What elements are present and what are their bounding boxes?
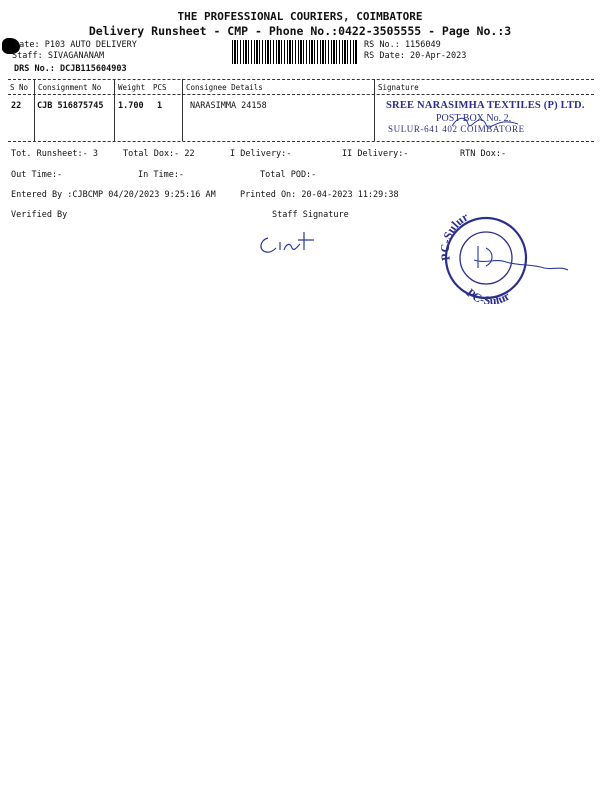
in-time: In Time:- [138,170,185,180]
stamp-arc-bottom: PC-Sulur [463,285,513,304]
verified-by-label: Verified By [11,210,68,220]
col-header-sno: S No [10,83,29,92]
post-office-stamp [436,212,576,304]
total-dox: Total Dox:- 22 [123,149,195,159]
col-header-signature: Signature [378,83,419,92]
first-delivery: I Delivery:- [230,149,292,159]
out-time: Out Time:- [11,170,63,180]
col-divider [374,79,375,141]
stamp-arc-top: PC-Sulur [437,212,471,262]
stamp-company-name: SREE NARASIMHA TEXTILES (P) LTD. [386,100,585,111]
rtn-dox: RTN Dox:- [460,149,507,159]
staff-name: Staff: SIVAGANANAM [12,51,105,61]
entered-by: Entered By :CJBCMP 04/20/2023 9:25:16 AM [11,190,216,200]
col-divider [114,79,115,141]
delivery-state: tate: P103 AUTO DELIVERY [14,40,137,50]
stamp-post-box: POST BOX No. 2, [436,113,512,124]
company-title: THE PROFESSIONAL COURIERS, COIMBATORE [177,10,423,23]
row-consignment: CJB 516875745 [37,101,104,111]
table-top-rule [8,79,594,80]
row-pcs: 1 [157,101,163,111]
total-runsheet: Tot. Runsheet:- 3 [11,149,98,159]
staff-signature-scribble [254,228,324,262]
col-header-pcs: PCS [153,83,167,92]
total-pod: Total POD:- [260,170,317,180]
barcode [232,40,358,64]
initials-scribble [448,112,528,134]
runsheet-subtitle: Delivery Runsheet - CMP - Phone No.:0422-3505555 - Page No.:3 [88,24,512,38]
stamp-city: SULUR-641 402 COIMBATORE [388,124,525,134]
col-divider [34,79,35,141]
table-bottom-rule [8,141,594,142]
col-header-consignment: Consignment No [38,83,102,92]
row-sno: 22 [11,101,22,111]
header-bottom-rule [8,94,594,95]
drs-number: DRS No.: DCJB115604903 [14,64,127,74]
rs-date: RS Date: 20-Apr-2023 [364,51,467,61]
rs-number: RS No.: 1156049 [364,40,441,50]
second-delivery: II Delivery:- [342,149,409,159]
staff-signature-label: Staff Signature [272,210,349,220]
row-consignee: NARASIMMA 24158 [190,101,267,111]
row-weight: 1.700 [118,101,144,111]
printed-on: Printed On: 20-04-2023 11:29:38 [240,190,399,200]
col-header-consignee: Consignee Details [186,83,263,92]
col-header-weight: Weight [118,83,146,92]
col-divider [182,79,183,141]
